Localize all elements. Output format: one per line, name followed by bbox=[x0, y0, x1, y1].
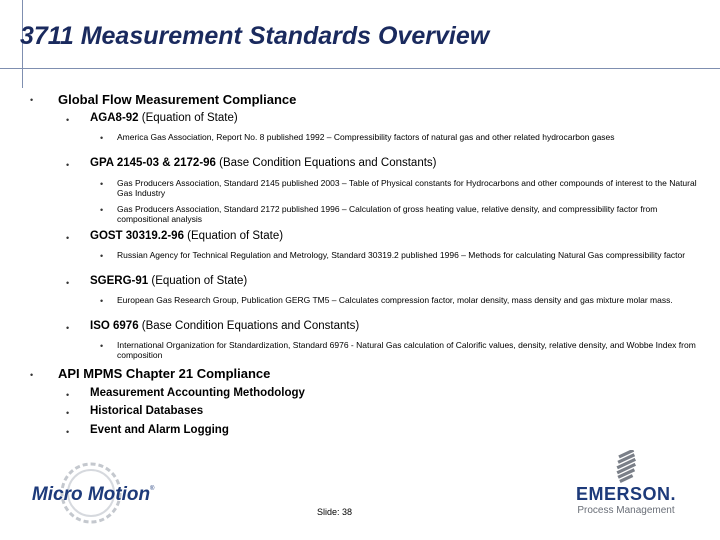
slide-number: Slide: 38 bbox=[317, 507, 353, 517]
compliance-item: Measurement Accounting Methodology bbox=[90, 387, 305, 399]
standard-name: SGERG-91 bbox=[90, 275, 149, 287]
section-heading: Global Flow Measurement Compliance bbox=[58, 92, 297, 107]
bullet-l2: • bbox=[66, 278, 70, 288]
svg-text:Micro Motion: Micro Motion bbox=[31, 484, 151, 505]
svg-text:®: ® bbox=[150, 486, 155, 492]
emerson-mark-icon bbox=[617, 450, 636, 483]
standard-detail: Russian Agency for Technical Regulation and Metrology, Standard 30319.2 published 1996 – Methods for calculating Natural Gas compressibility factor bbox=[117, 250, 686, 260]
bullet-l2: • bbox=[66, 160, 70, 170]
bullet-l2: • bbox=[66, 233, 70, 243]
standard-detail: European Gas Research Group, Publication GERG TM5 – Calculates compression factor, molar density, mass density and gas mixture molar mass. bbox=[117, 295, 673, 305]
standard-desc: (Equation of State) bbox=[138, 112, 238, 124]
compliance-item: Event and Alarm Logging bbox=[90, 424, 229, 436]
bullet-l3: • bbox=[100, 133, 104, 143]
standard-name: ISO 6976 bbox=[90, 320, 139, 332]
standard-desc: (Base Condition Equations and Constants) bbox=[138, 320, 360, 332]
svg-text:EMERSON.: EMERSON. bbox=[575, 484, 677, 504]
micro-motion-logo bbox=[26, 462, 156, 524]
bullet-l3: • bbox=[100, 179, 104, 189]
standard-detail: America Gas Association, Report No. 8 published 1992 – Compressibility factors of natural gas and other related hydrocarbon gases bbox=[117, 132, 615, 142]
standard-item bbox=[90, 112, 238, 124]
svg-text:Process Management: Process Management bbox=[577, 505, 675, 516]
section-heading: API MPMS Chapter 21 Compliance bbox=[58, 366, 271, 381]
standard-detail: International Organization for Standardization, Standard 6976 - Natural Gas calculation of Calorific values, density, relative density, and Wobbe Index from composition bbox=[117, 340, 696, 360]
standard-item bbox=[90, 275, 247, 287]
standard-name: AGA8-92 bbox=[90, 112, 139, 124]
standard-desc: (Base Condition Equations and Constants) bbox=[215, 157, 437, 169]
bullet-l2: • bbox=[66, 323, 70, 333]
standard-name: GPA 2145-03 & 2172-96 bbox=[90, 157, 216, 169]
bullet-l3: • bbox=[100, 341, 104, 351]
standard-desc: (Equation of State) bbox=[183, 230, 284, 242]
bullet-l3: • bbox=[100, 296, 104, 306]
bullet-l2: • bbox=[66, 115, 70, 125]
bullet-l2: • bbox=[66, 408, 70, 418]
bullet-l1: • bbox=[30, 95, 34, 105]
standard-item bbox=[90, 157, 437, 169]
slide-title: 3711 Measurement Standards Overview bbox=[20, 22, 490, 50]
standard-detail: Gas Producers Association, Standard 2172 published 1996 – Calculation of gross heating value, relative density, and compressibility factor from compositional analysis bbox=[117, 204, 658, 224]
standard-desc: (Equation of State) bbox=[148, 275, 248, 287]
standard-detail: Gas Producers Association, Standard 2145 published 2003 – Table of Physical constants for Hydrocarbons and other compounds of interest to the Natural Gas Industry bbox=[117, 178, 697, 198]
bullet-l3: • bbox=[100, 205, 104, 215]
compliance-item: Historical Databases bbox=[90, 405, 204, 417]
bullet-l3: • bbox=[100, 251, 104, 261]
emerson-logo bbox=[562, 450, 690, 520]
standard-name: GOST 30319.2-96 bbox=[90, 230, 184, 242]
standard-item bbox=[90, 230, 283, 242]
standard-item bbox=[90, 320, 359, 332]
bullet-l1: • bbox=[30, 370, 34, 380]
bullet-l2: • bbox=[66, 390, 70, 400]
bullet-l2: • bbox=[66, 427, 70, 437]
